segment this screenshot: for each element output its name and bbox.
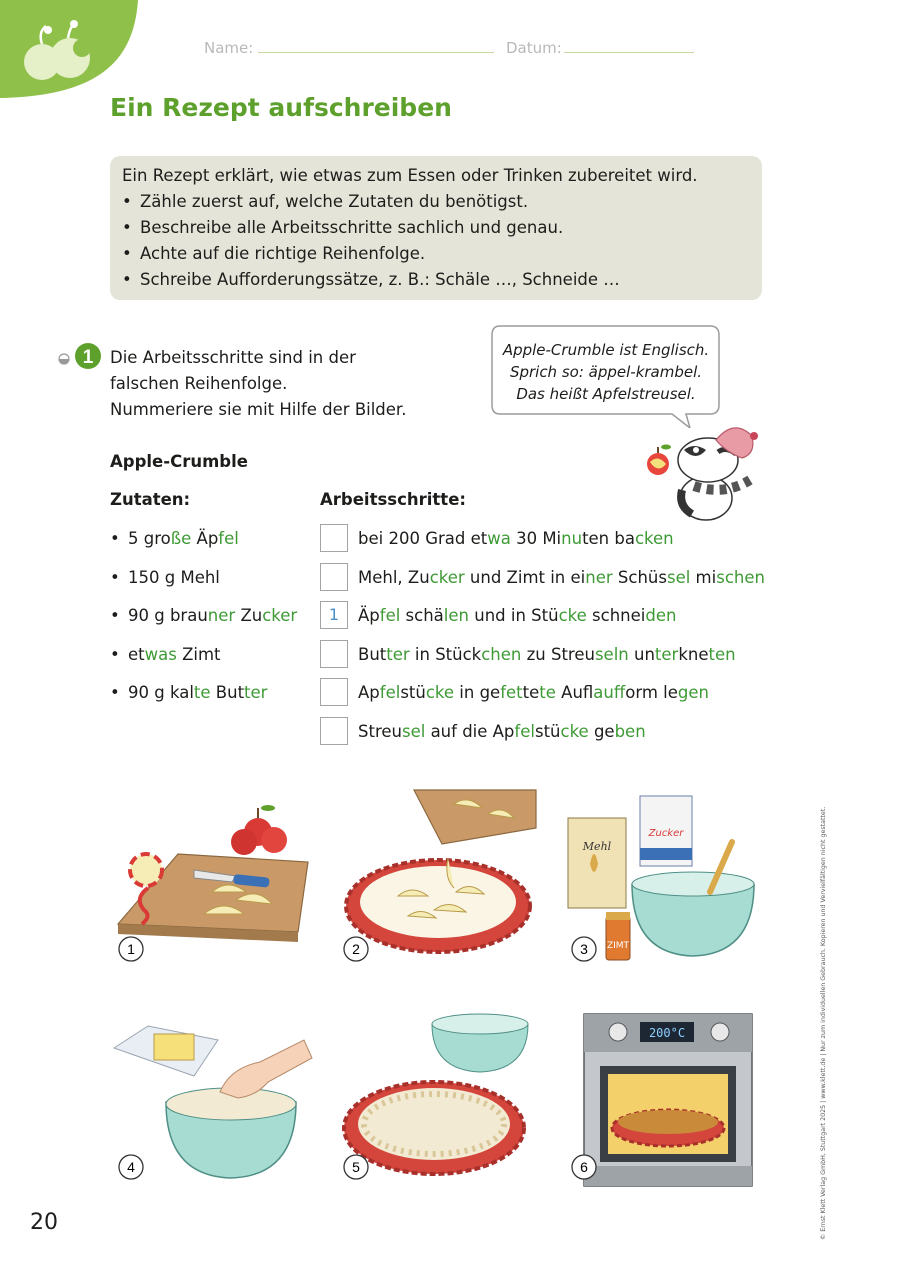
syllable: zu Streu xyxy=(521,645,595,664)
syllable-highlight: fel xyxy=(218,529,239,548)
syllable: Äp xyxy=(191,529,219,548)
date-label: Datum: xyxy=(506,39,562,57)
ingredient-text xyxy=(128,606,297,625)
bubble-line: Sprich so: äppel-krambel. xyxy=(509,363,703,381)
bubble-line: Das heißt Apfelstreusel. xyxy=(516,385,696,403)
svg-text:2: 2 xyxy=(352,941,360,957)
cinnamon-jar-icon xyxy=(606,912,630,960)
info-box xyxy=(110,156,762,300)
name-field[interactable] xyxy=(258,52,494,53)
bowl-icon xyxy=(166,1088,296,1178)
sugar-box-icon xyxy=(640,796,692,866)
syllable: Ap xyxy=(358,683,380,702)
step-text xyxy=(358,645,736,664)
syllable: kne xyxy=(678,645,709,664)
syllable-highlight: cker xyxy=(429,568,465,587)
syllable-highlight: fel xyxy=(514,722,535,741)
syllable-highlight: ben xyxy=(614,722,646,741)
date-field[interactable] xyxy=(564,52,694,53)
syllable: 90 g kal xyxy=(128,683,194,702)
syllable-highlight: was xyxy=(144,645,177,664)
syllable: Zimt xyxy=(176,645,221,664)
name-label: Name: xyxy=(204,39,254,57)
syllable-highlight: sel xyxy=(666,568,691,587)
syllable: Schüs xyxy=(612,568,667,587)
svg-text:4: 4 xyxy=(127,1159,135,1175)
syllable: Streu xyxy=(358,722,402,741)
svg-text:Mehl: Mehl xyxy=(582,840,612,853)
syllable-highlight: ße xyxy=(170,529,192,548)
syllable-highlight: ter xyxy=(386,645,410,664)
step-text xyxy=(358,568,765,587)
syllable-highlight: te xyxy=(539,683,556,702)
syllable: But xyxy=(210,683,245,702)
syllable-highlight: ner xyxy=(585,568,613,587)
svg-text:3: 3 xyxy=(580,941,588,957)
syllable: Zu xyxy=(235,606,263,625)
ingredient-text xyxy=(128,683,267,702)
syllable-highlight: nu xyxy=(561,529,583,548)
info-intro: Ein Rezept erklärt, wie etwas zum Essen oder Trinken zubereitet wird. xyxy=(122,166,698,185)
syllable-highlight: fet xyxy=(500,683,523,702)
step-number-box[interactable] xyxy=(320,524,348,552)
syllable-highlight: chen xyxy=(481,645,522,664)
syllable-highlight: cken xyxy=(634,529,674,548)
step-number-box[interactable]: 1 xyxy=(320,601,348,629)
syllable: te xyxy=(522,683,540,702)
step-text xyxy=(358,683,709,702)
syllable: 90 g brau xyxy=(128,606,208,625)
syllable-highlight: ten xyxy=(708,645,736,664)
page-number: 20 xyxy=(30,1210,58,1235)
syllable: et xyxy=(128,645,145,664)
step-text xyxy=(358,722,646,741)
bowl-icon xyxy=(432,1014,528,1072)
syllable: un xyxy=(628,645,655,664)
syllable-highlight: cke xyxy=(558,606,587,625)
syllable-highlight: ter xyxy=(244,683,268,702)
oven-knob-icon xyxy=(711,1023,729,1041)
syllable: schä xyxy=(400,606,444,625)
syllable-highlight: gen xyxy=(677,683,709,702)
info-bullet: • Zähle zuerst auf, welche Zutaten du benötigst. xyxy=(122,192,529,211)
syllable-highlight: sel xyxy=(401,722,426,741)
picture-number xyxy=(342,1153,370,1181)
step-text xyxy=(358,529,674,548)
syllable-highlight: schen xyxy=(716,568,765,587)
svg-text:6: 6 xyxy=(580,1159,588,1175)
step-number-box[interactable] xyxy=(320,717,348,745)
syllable: 30 Mi xyxy=(510,529,562,548)
syllable-highlight: te xyxy=(193,683,211,702)
ingredient-item: • 150 g Mehl xyxy=(110,568,220,587)
syllable: mi xyxy=(690,568,717,587)
picture-number xyxy=(570,935,598,963)
syllable: bei 200 Grad et xyxy=(358,529,488,548)
apple-icon xyxy=(231,805,287,855)
raccoon-mascot-icon xyxy=(636,420,766,524)
info-bullet: • Achte auf die richtige Reihenfolge. xyxy=(122,244,426,263)
syllable: stü xyxy=(534,722,561,741)
task-instruction: Nummeriere sie mit Hilfe der Bilder. xyxy=(110,400,407,419)
syllable: Äp xyxy=(358,606,380,625)
info-bullet: • Schreibe Aufforderungssätze, z. B.: Schäle …, Schneide … xyxy=(122,270,620,289)
syllable: form le xyxy=(625,683,678,702)
svg-text:1: 1 xyxy=(127,941,135,957)
syllable: But xyxy=(358,645,387,664)
syllable: ten ba xyxy=(582,529,635,548)
syllable-highlight: cke xyxy=(560,722,589,741)
ingredient-text xyxy=(128,568,220,587)
ingredients-heading: Zutaten: xyxy=(110,490,191,509)
picture-number xyxy=(570,1153,598,1181)
syllable: stü xyxy=(400,683,426,702)
ingredient-item: • etwas Zimt xyxy=(110,645,221,664)
corner-logo xyxy=(0,0,140,98)
step-number-box[interactable] xyxy=(320,640,348,668)
task-instruction: falschen Reihenfolge. xyxy=(110,374,288,393)
step-number-box[interactable] xyxy=(320,563,348,591)
task-instruction: Die Arbeitsschritte sind in der xyxy=(110,348,356,367)
syllable-highlight: lauf xyxy=(593,683,626,702)
syllable-highlight: fel xyxy=(379,606,401,625)
ingredient-item: • 90 g kalte Butter xyxy=(110,683,268,702)
syllable: Mehl, Zu xyxy=(358,568,430,587)
ingredient-item: • 90 g brauner Zucker xyxy=(110,606,298,625)
picture-number xyxy=(117,935,145,963)
syllable: Auf xyxy=(555,683,594,702)
copyright-notice: © Ernst Klett Verlag GmbH, Stuttgart 2025 | www.klett.de | Nur zum individuellen Gebrauch. Kopieren und Vervielfältigen nicht gestattet. xyxy=(820,806,827,1240)
info-bullet: • Beschreibe alle Arbeitsschritte sachlich und genau. xyxy=(122,218,564,237)
syllable: in Stück xyxy=(409,645,482,664)
butter-icon xyxy=(114,1026,218,1076)
syllable-highlight: len xyxy=(443,606,469,625)
syllable: und Zimt in ei xyxy=(464,568,586,587)
ingredient-text xyxy=(128,645,221,664)
recipe-title: Apple-Crumble xyxy=(110,452,248,471)
svg-text:ZIMT: ZIMT xyxy=(606,941,630,951)
flour-bag-icon xyxy=(568,818,626,908)
syllable: auf die Ap xyxy=(425,722,515,741)
ingredient-text xyxy=(128,529,239,548)
syllable-highlight: ner xyxy=(207,606,236,625)
task-number: 1 xyxy=(82,347,94,368)
oven-knob-icon xyxy=(609,1023,627,1041)
steps-heading: Arbeitsschritte: xyxy=(320,490,466,509)
syllable: und in Stü xyxy=(469,606,559,625)
syllable-highlight: cker xyxy=(262,606,298,625)
page-title: Ein Rezept aufschreiben xyxy=(110,93,452,122)
syllable-highlight: cke xyxy=(425,683,455,702)
syllable: schnei xyxy=(586,606,646,625)
ingredient-item: • 5 große Äpfel xyxy=(110,529,239,548)
difficulty-icon xyxy=(59,354,69,364)
picture-number xyxy=(117,1153,145,1181)
picture-oven xyxy=(580,1010,756,1188)
svg-text:Zucker: Zucker xyxy=(648,828,684,839)
picture-number xyxy=(342,935,370,963)
step-number-box[interactable] xyxy=(320,678,348,706)
bubble-line: Apple-Crumble ist Englisch. xyxy=(502,341,710,359)
syllable-highlight: wa xyxy=(487,529,511,548)
syllable-highlight: seln xyxy=(594,645,629,664)
svg-text:200°C: 200°C xyxy=(648,1026,686,1040)
step-text xyxy=(358,606,676,625)
task-marker xyxy=(56,342,106,372)
syllable: in ge xyxy=(454,683,501,702)
syllable-highlight: fel xyxy=(379,683,401,702)
syllable: 5 gro xyxy=(128,529,171,548)
syllable: 150 g Mehl xyxy=(128,568,220,587)
hand-icon xyxy=(220,1040,312,1098)
syllable-highlight: den xyxy=(645,606,677,625)
svg-text:5: 5 xyxy=(352,1159,360,1175)
syllable-highlight: ter xyxy=(654,645,679,664)
syllable: ge xyxy=(588,722,615,741)
